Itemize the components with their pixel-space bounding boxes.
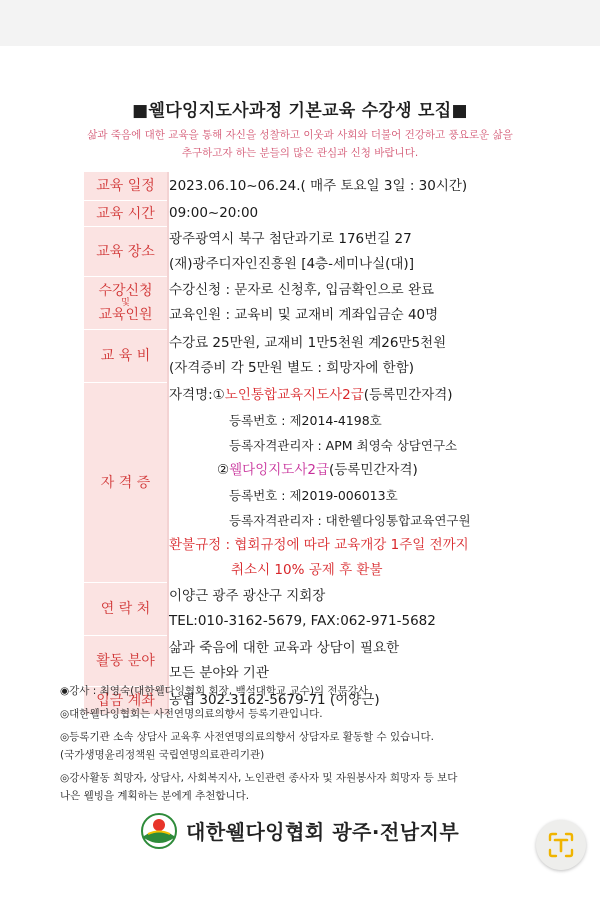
field-line: 모든 분야와 기관 [169,665,269,681]
place-line: (재)광주디자인진흥원 [4층-세미나실(대)] [169,255,414,272]
place-value [168,227,542,277]
note-line: ◉강사 : 최영숙(대한웰다잉협회 회장, 백석대학교 교수)의 전문강사 [60,685,368,697]
note-line: ◎강사활동 희망자, 상담사, 사회복지사, 노인관련 종사자 및 자원봉사자 희망자 등 보다 [60,772,458,784]
association-logo-icon [140,812,178,850]
schedule-label: 교육 일정 [84,172,168,201]
notes-section [60,682,540,805]
place-label: 교육 장소 [84,227,168,277]
fee-line: (자격증비 각 5만원 별도 : 희망자에 한함) [169,360,415,376]
time-value: 09:00~20:00 [168,201,542,227]
table-row-place [84,227,542,277]
cert-1-suffix: (등록민간자격) [363,386,453,403]
table-row-contact [84,583,542,636]
apply-label-mid: 및 [121,298,130,308]
table-row-apply [84,277,542,330]
intro-text [50,126,550,162]
cert-1-name: 노인통합교육지도사2급 [224,386,364,403]
refund-line: 취소시 10% 공제 후 환불 [231,561,383,578]
cert-1-line [169,383,542,408]
contact-value [168,583,542,636]
apply-line: 수강신청 : 문자로 신청후, 입금확인으로 완료 [169,282,435,298]
field-label: 활동 분야 [84,636,168,687]
intro-line: 추구하고자 하는 분들의 많은 관심과 신청 바랍니다. [181,147,419,159]
field-value [168,636,542,687]
cert-2-admin: 등록자격관리자 : 대한웰다잉통합교육연구원 [229,512,471,528]
table-row-cert [84,383,542,583]
text-scan-button[interactable] [536,820,586,870]
apply-line: 교육인원 : 교육비 및 교재비 계좌입금순 40명 [169,307,439,323]
contact-line: TEL:010-3162-5679, FAX:062-971-5682 [169,613,436,629]
footer [140,808,500,854]
fee-line: 수강료 25만원, 교재비 1만5천원 계26만5천원 [169,335,447,351]
account-value: 농협 302-3162-5679-71 (이양근) [168,687,542,715]
info-table [84,172,542,715]
contact-line: 이양근 광주 광산구 지회장 [169,588,326,604]
table-row-time [84,201,542,227]
footer-text: 대한웰다잉협회 광주·전남지부 [186,820,460,844]
time-label: 교육 시간 [84,201,168,227]
table-row-schedule [84,172,542,201]
cert-1-prefix: 자격명:① [169,386,225,403]
cert-2-prefix: ② [217,461,230,478]
refund-line: 환불규정 : 협회규정에 따라 교육개강 1주일 전까지 [169,536,469,553]
page-title: ■웰다잉지도사과정 기본교육 수강생 모집■ [132,101,468,121]
cert-1-admin: 등록자격관리자 : APM 최영숙 상담연구소 [229,437,458,453]
cert-1-reg: 등록번호 : 제2014-4198호 [229,412,382,428]
note-line: ◎등록기관 소속 상담사 교육후 사전연명의료의향서 상담자로 활동할 수 있습니다. [60,731,434,743]
cert-value [168,383,542,583]
note-line: ◎대한웰다잉협회는 사전연명의료의향서 등록기관입니다. [60,708,323,720]
fee-value [168,330,542,383]
cert-label: 자 격 증 [84,383,168,583]
fee-label: 교 육 비 [84,330,168,383]
schedule-value: 2023.06.10~06.24.( 매주 토요일 3일 : 30시간) [168,172,542,201]
note-line: (국가생명윤리정책원 국립연명의료관리기관) [60,749,265,761]
place-line: 광주광역시 북구 첨단과기로 176번길 27 [169,230,412,247]
note-line: 나은 웰빙을 계획하는 분에게 추천합니다. [60,790,250,802]
field-line: 삶과 죽음에 대한 교육과 상담이 필요한 [169,640,400,656]
cert-2-reg: 등록번호 : 제2019-006013호 [229,487,398,503]
intro-line: 삶과 죽음에 대한 교육을 통해 자신을 성찰하고 이웃과 사회와 더불어 건강하고 풍요로운 삶을 [87,129,513,141]
cert-2-line [169,458,542,483]
apply-value [168,277,542,330]
text-scan-icon [536,820,586,870]
apply-label-bottom: 교육인원 [98,307,153,323]
account-label: 입금 계좌 [84,687,168,715]
contact-label: 연 락 처 [84,583,168,636]
cert-2-name: 웰다잉지도사2급 [229,461,329,478]
table-row-fee [84,330,542,383]
cert-2-suffix: (등록민간자격) [329,461,418,478]
apply-label-top: 수강신청 [98,283,153,299]
table-row-field [84,636,542,687]
top-status-bar [0,0,600,46]
apply-label [84,277,168,330]
